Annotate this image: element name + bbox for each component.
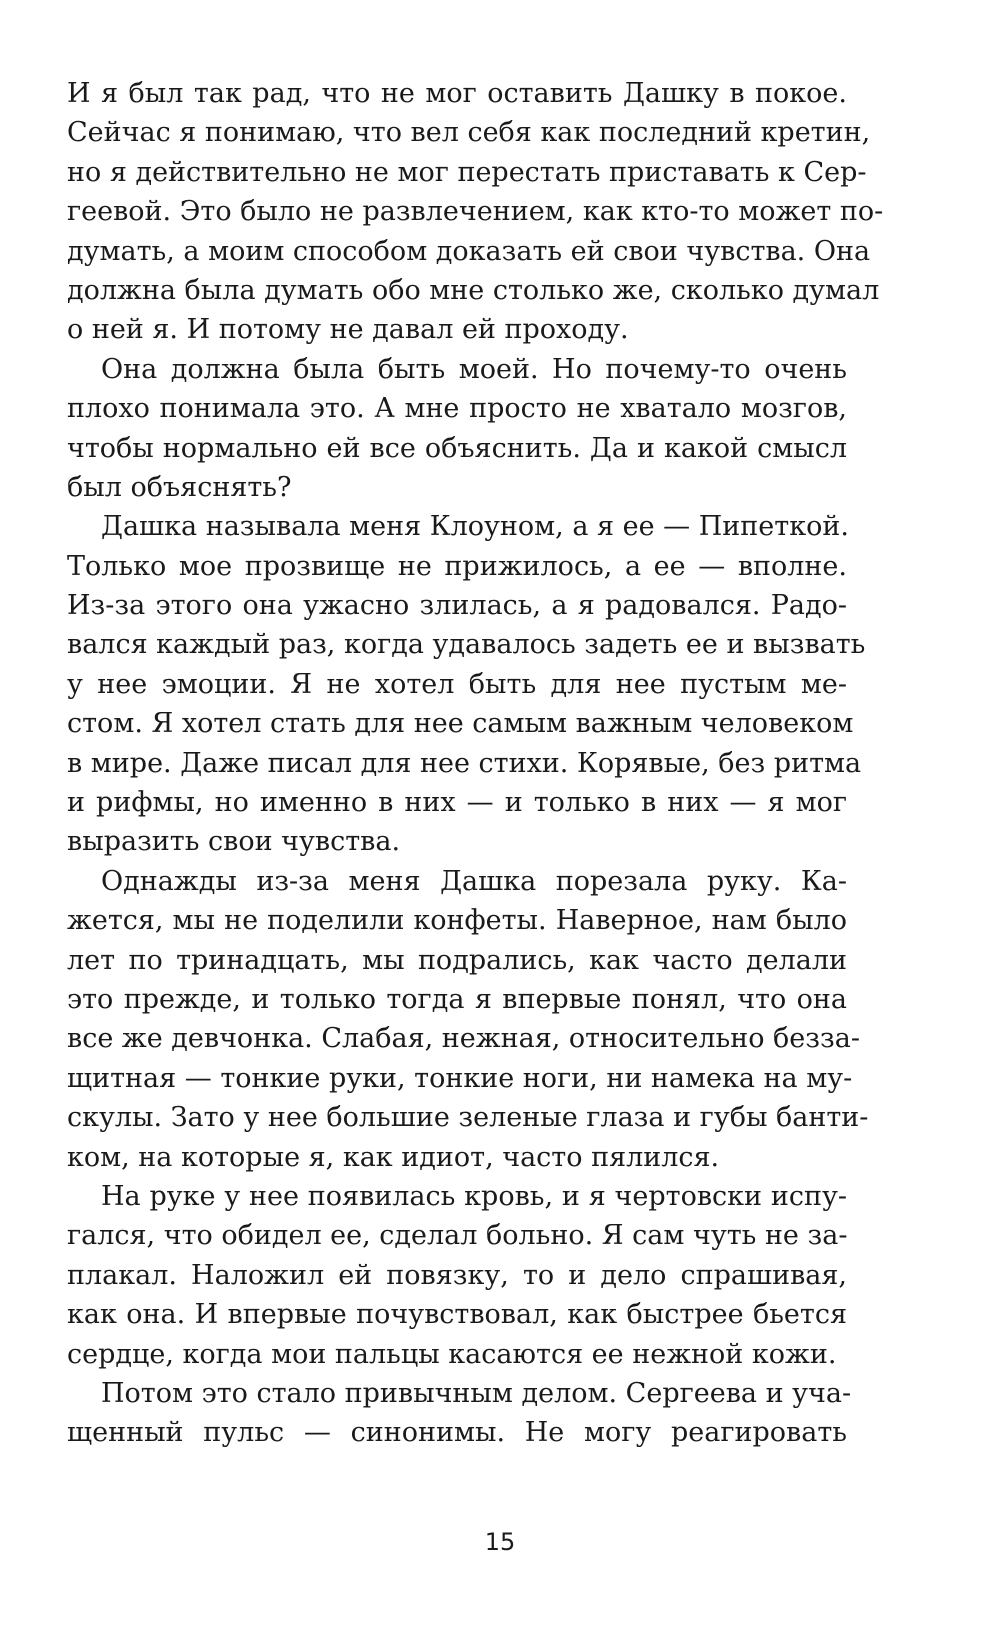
text-line: это прежде, и только тогда я впервые понял, что она [67,983,847,1015]
text-line: щенный пульс — синонимы. Не могу реагировать [67,1417,847,1449]
text-line: На руке у нее появилась кровь, и я чертовски испу- [101,1180,847,1212]
text-line: выразить свои чувства. [67,826,401,858]
text-line: геевой. Это было не развлечением, как кто-то может по- [67,196,884,228]
text-line: как она. И впервые почувствовал, как быстрее бьется [67,1299,847,1331]
text-line: скулы. Зато у нее большие зеленые глаза и губы банти- [67,1102,869,1134]
text-line: в мире. Даже писал для нее стихи. Корявые, без ритма [67,747,862,779]
text-line: но я действительно не мог перестать приставать к Сер- [67,156,867,188]
text-line: Только мое прозвище не прижилось, а ее — вполне. [67,550,847,582]
text-line: ком, на которые я, как идиот, часто пялился. [67,1141,720,1173]
text-line: плакал. Наложил ей повязку, то и дело спрашивая, [67,1259,847,1291]
text-line: Она должна была быть моей. Но почему-то очень [101,353,847,385]
text-line: гался, что обидел ее, сделал больно. Я сам чуть не за- [67,1220,848,1252]
text-line: должна была думать обо мне столько же, сколько думал [67,274,880,306]
text-line: у нее эмоции. Я не хотел быть для нее пустым ме- [67,668,847,700]
text-line: и рифмы, но именно в них — и только в них — я мог [67,787,847,819]
text-line: И я был так рад, что не мог оставить Дашку в покое. [67,78,847,109]
text-line: сердце, когда мои пальцы касаются ее нежной кожи. [67,1338,837,1370]
text-line: вался каждый раз, когда удавалось задеть ее и вызвать [67,629,866,661]
text-line: Дашка называла меня Клоуном, а я ее — Пипеткой. [101,511,849,543]
text-line: был объяснять? [67,471,292,503]
text-line: о ней я. И потому не давал ей проходу. [67,314,629,346]
text-line: чтобы нормально ей все объяснить. Да и какой смысл [67,432,847,464]
text-line: все же девчонка. Слабая, нежная, относительно безза- [67,1023,860,1055]
text-line: жется, мы не поделили конфеты. Наверное, нам было [67,905,847,937]
text-line: Из-за этого она ужасно злилась, а я радовался. Радо- [67,590,847,622]
body-text [67,74,884,1453]
text-line: Сейчас я понимаю, что вел себя как последний кретин, [67,117,871,149]
text-line: Потом это стало привычным делом. Сергеева и уча- [101,1377,852,1409]
text-line: стом. Я хотел стать для нее самым важным человеком [67,708,854,740]
text-line: плохо понимала это. А мне просто не хватало мозгов, [67,393,847,425]
text-line: щитная — тонкие руки, тонкие ноги, ни намека на му- [67,1062,853,1094]
text-line: думать, а моим способом доказать ей свои чувства. Она [67,235,871,267]
text-line: Однажды из-за меня Дашка порезала руку. Ка- [101,865,847,897]
page-number: 15 [484,1528,516,1556]
text-line: лет по тринадцать, мы подрались, как часто делали [67,944,847,976]
